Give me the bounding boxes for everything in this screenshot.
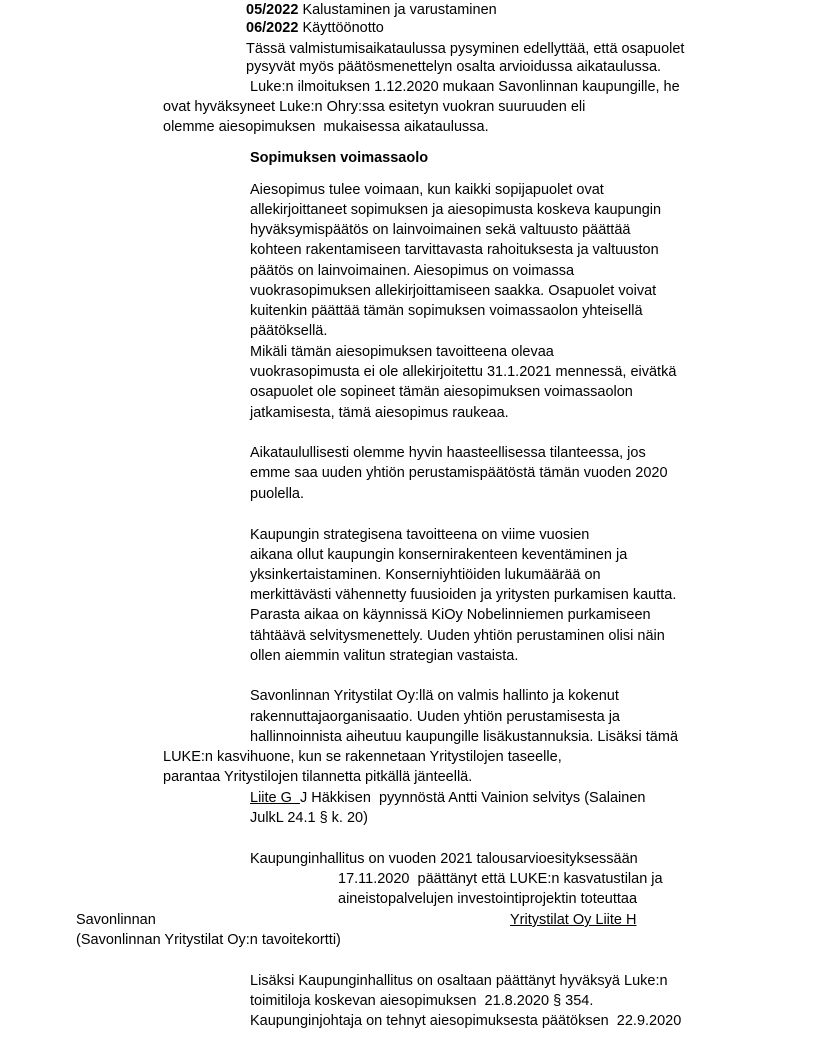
attachment-g-description: J Häkkisen pyynnöstä Antti Vainion selvitys (Salainen [299,790,646,806]
schedule-line [246,18,384,38]
paragraph-line: päätös on lainvoimainen. Aiesopimus on voimassa [250,263,575,279]
paragraph-line: Aiesopimus tulee voimaan, kun kaikki sopijapuolet ovat [250,182,604,198]
schedule-date: 05/2022 [246,2,299,18]
paragraph-line: Lisäksi Kaupunginhallitus on osaltaan päättänyt hyväksyä Luke:n [250,973,668,989]
paragraph-line: Kaupungin strategisena tavoitteena on viime vuosien [250,527,590,543]
schedule-text: Käyttöönotto [298,20,384,36]
paragraph-line: JulkL 24.1 § k. 20) [250,810,368,826]
paragraph-line: allekirjoittaneet sopimuksen ja aiesopimusta koskeva kaupungin [250,202,662,218]
paragraph-line: hyväksymispäätös on lainvoimainen sekä valtuusto päättää [250,222,631,238]
paragraph-line: Savonlinnan [76,912,156,928]
paragraph-line: merkittävästi vähennetty fuusioiden ja yritysten purkamisen kautta. [250,587,677,603]
paragraph-line: Luke:n ilmoituksen 1.12.2020 mukaan Savonlinnan kaupungille, he [246,79,680,95]
paragraph-line: Parasta aikaa on käynnissä KiOy Nobelinniemen purkamiseen [250,607,651,623]
paragraph-line: Mikäli tämän aiesopimuksen tavoitteena olevaa [250,344,554,360]
paragraph-line: LUKE:n kasvihuone, kun se rakennetaan Yritystilojen taseelle, [163,749,562,765]
paragraph-line: kohteen rakentamiseen tarvittavasta rahoituksesta ja valtuuston [250,242,659,258]
paragraph-line: rakennuttajaorganisaatio. Uuden yhtiön perustamisesta ja [250,709,620,725]
paragraph-line: Aikataulullisesti olemme hyvin haasteellisessa tilanteessa, jos [250,445,646,461]
schedule-text: Kalustaminen ja varustaminen [298,2,497,18]
attachment-line [250,788,645,808]
attachment-g-link[interactable]: Liite G [250,790,300,806]
paragraph-line: hallinnoinnista aiheutuu kaupungille lisäkustannuksia. Lisäksi tämä [250,729,679,745]
paragraph-line: ovat hyväksyneet Luke:n Ohry:ssa esitetyn vuokran suuruuden eli [163,99,586,115]
paragraph-line: emme saa uuden yhtiön perustamispäätöstä tämän vuoden 2020 [250,465,668,481]
paragraph-line: yksinkertaistaminen. Konserniyhtiöiden lukumäärää on [250,567,601,583]
paragraph-line: osapuolet ole sopineet tämän aiesopimuksen voimassaolon [250,384,633,400]
paragraph-line: aineistopalvelujen investointiprojektin toteuttaa [338,891,638,907]
paragraph-line: jatkamisesta, tämä aiesopimus raukeaa. [250,405,509,421]
schedule-date: 06/2022 [246,20,299,36]
paragraph-line: toimitiloja koskevan aiesopimuksen 21.8.2020 § 354. [250,993,594,1009]
paragraph-line: kuitenkin päättää tämän sopimuksen voimassaolon yhteisellä [250,303,643,319]
paragraph-line: vuokrasopimuksen allekirjoittamiseen saakka. Osapuolet voivat [250,283,657,299]
paragraph-line: Savonlinnan Yritystilat Oy:llä on valmis hallinto ja kokenut [250,688,619,704]
paragraph-line: pysyvät myös päätösmenettelyn osalta arvioidussa aikataulussa. [246,59,662,75]
section-heading: Sopimuksen voimassaolo [250,150,429,166]
paragraph-line: vuokrasopimusta ei ole allekirjoitettu 31.1.2021 mennessä, eivätkä [250,364,677,380]
paragraph-line: ollen aiemmin valitun strategian vastaista. [250,648,519,664]
schedule-line [246,0,497,20]
paragraph-line: Tässä valmistumisaikataulussa pysyminen edellyttää, että osapuolet [246,41,685,57]
paragraph-line: 17.11.2020 päättänyt että LUKE:n kasvatustilan ja [338,871,663,887]
paragraph-line: aikana ollut kaupungin konsernirakenteen keventäminen ja [250,547,628,563]
paragraph-line: puolella. [250,486,305,502]
attachment-h-link[interactable]: Yritystilat Oy Liite H [510,912,637,928]
paragraph-line: Kaupunginhallitus on vuoden 2021 talousarvioesityksessään [250,851,638,867]
paragraph-line: parantaa Yritystilojen tilannetta pitkällä jänteellä. [163,769,473,785]
paragraph-line: päätöksellä. [250,323,328,339]
paragraph-line: tähtäävä selvitysmenettely. Uuden yhtiön perustaminen olisi näin [250,628,665,644]
paragraph-line: Kaupunginjohtaja on tehnyt aiesopimuksesta päätöksen 22.9.2020 [250,1013,682,1029]
paragraph-line: olemme aiesopimuksen mukaisessa aikataulussa. [163,119,489,135]
paragraph-line: (Savonlinnan Yritystilat Oy:n tavoitekortti) [76,932,341,948]
